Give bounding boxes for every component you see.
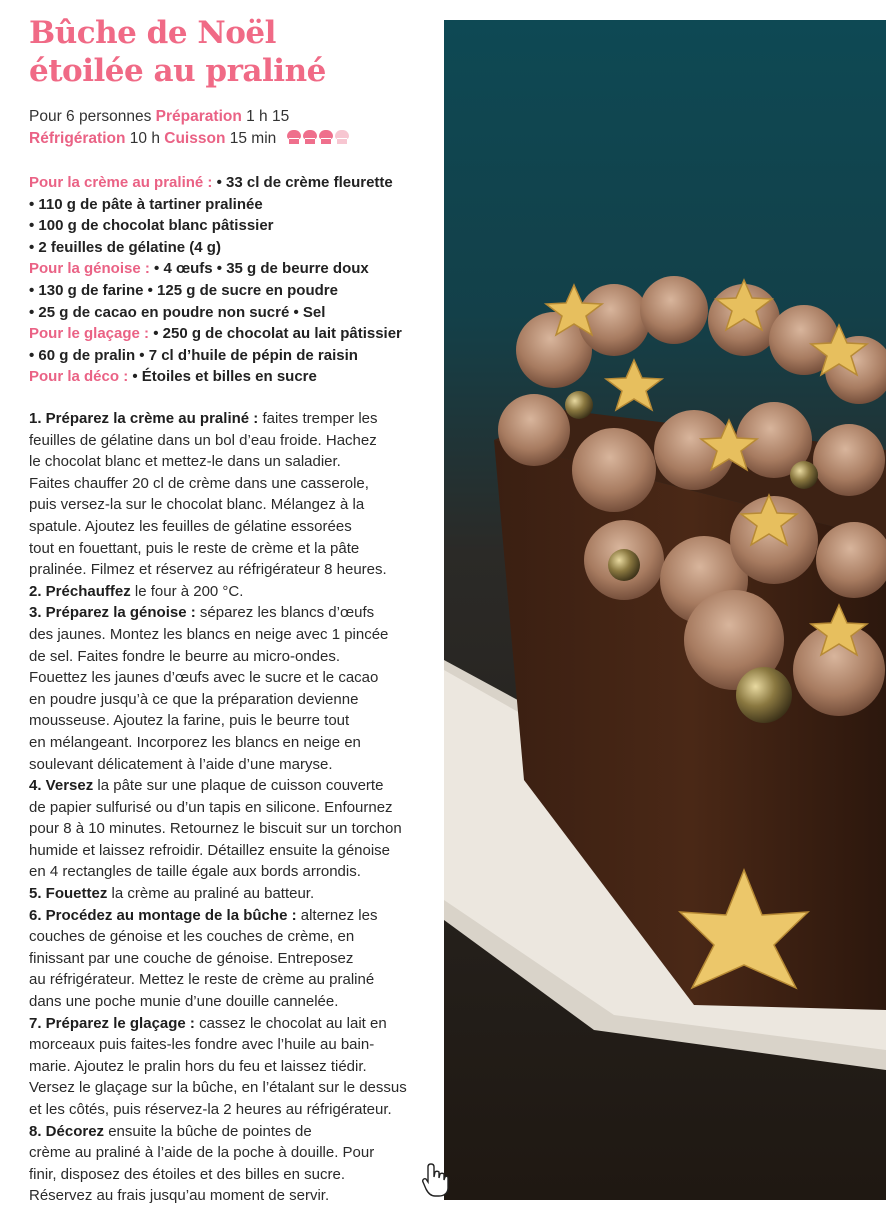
- ingredient-text: • 25 g de cacao en poudre non sucré • Sel: [29, 303, 326, 321]
- step-heading: 2. Préchauffez: [29, 582, 135, 600]
- step-heading: 7. Préparez le glaçage :: [29, 1014, 200, 1032]
- step-heading: 4. Versez: [29, 777, 98, 795]
- step-line: [29, 451, 434, 473]
- step-text: Versez le glaçage sur la bûche, en l’étalant sur le dessus: [29, 1079, 407, 1097]
- cake-photo: [444, 20, 886, 1200]
- step-line: [29, 1077, 434, 1099]
- step-text: humide et laissez refroidir. Détaillez ensuite la génoise: [29, 841, 391, 859]
- step-text: marie. Ajoutez le pralin hors du feu et laissez tiédir.: [29, 1057, 367, 1075]
- step-text: ensuite la bûche de pointes de: [108, 1122, 312, 1140]
- step-text: et les côtés, puis réservez-la 2 heures au réfrigérateur.: [29, 1101, 392, 1118]
- step-line: [29, 1121, 434, 1143]
- step-line: [29, 559, 434, 581]
- ingredient-line: [29, 172, 441, 194]
- recipe-title: [29, 14, 439, 90]
- step-text: en mélangeant. Incorporez les blancs en neige en: [29, 733, 361, 751]
- step-line: [29, 991, 434, 1013]
- step-heading: 5. Fouettez: [29, 885, 112, 903]
- ingredient-line: [29, 280, 441, 302]
- step-line: [29, 430, 434, 452]
- fridge-label: Réfrigération: [29, 130, 126, 147]
- step-line: [29, 624, 434, 646]
- ingredient-text: • 110 g de pâte à tartiner pralinée: [29, 195, 263, 213]
- step-text: dans une poche munie d’une douille cannelée.: [29, 993, 339, 1011]
- ingredient-line: [29, 323, 441, 345]
- step-text: pour 8 à 10 minutes. Retournez le biscuit sur un torchon: [29, 820, 402, 838]
- step-text: feuilles de gélatine dans un bol d’eau froide. Hachez: [29, 431, 377, 449]
- step-text: finissant par une couche de génoise. Entreposez: [29, 949, 354, 967]
- step-line: [29, 1164, 434, 1186]
- step-text: le four à 200 °C.: [134, 582, 244, 600]
- step-text: faites tremper les: [262, 410, 378, 427]
- recipe-column: [0, 0, 444, 1215]
- recipe-meta: [29, 106, 439, 150]
- prep-label: Préparation: [155, 108, 242, 125]
- step-text: pralinée. Filmez et réservez au réfrigérateur 8 heures.: [29, 561, 387, 579]
- step-line: [29, 408, 434, 430]
- step-line: [29, 494, 434, 516]
- step-line: [29, 883, 434, 905]
- ingredient-text: • 100 g de chocolat blanc pâtissier: [29, 217, 274, 235]
- step-line: [29, 602, 434, 624]
- ingredient-line: [29, 366, 441, 388]
- step-text: cassez le chocolat au lait en: [199, 1014, 387, 1032]
- chef-hat-icon: [319, 130, 333, 145]
- ingredient-text: • 250 g de chocolat au lait pâtissier: [153, 325, 402, 343]
- step-heading: 6. Procédez au montage de la bûche :: [29, 906, 301, 924]
- step-text: tout en fouettant, puis le reste de crème et la pâte: [29, 539, 360, 557]
- step-text: crème au praliné à l’aide de la poche à douille. Pour: [29, 1144, 375, 1162]
- step-text: Réservez au frais jusqu’au moment de servir.: [29, 1187, 330, 1205]
- step-line: [29, 861, 434, 883]
- step-line: [29, 646, 434, 668]
- ingredient-text: • 33 cl de crème fleurette: [216, 174, 393, 191]
- ingredient-text: • 4 œufs • 35 g de beurre doux: [154, 260, 369, 278]
- step-line: [29, 948, 434, 970]
- prep-value: 1 h 15: [246, 108, 290, 125]
- ingredient-line: [29, 237, 441, 259]
- cook-label: Cuisson: [164, 130, 226, 147]
- cook-value: 15 min: [229, 130, 277, 147]
- step-text: la crème au praliné au batteur.: [111, 885, 315, 903]
- fridge-value: 10 h: [129, 130, 160, 147]
- serves-text: Pour 6 personnes: [29, 108, 152, 125]
- step-text: des jaunes. Montez les blancs en neige avec 1 pincée: [29, 625, 389, 643]
- ingredient-section-label: Pour la crème au praliné :: [29, 174, 217, 191]
- chef-hat-icon: [287, 130, 301, 145]
- step-heading: 3. Préparez la génoise :: [29, 604, 200, 622]
- step-line: [29, 1013, 434, 1035]
- hand-pointer-icon: [422, 1162, 450, 1198]
- step-text: puis versez-la sur le chocolat blanc. Mélangez à la: [29, 496, 365, 514]
- ingredient-section-label: Pour la génoise :: [29, 260, 155, 278]
- step-line: [29, 538, 434, 560]
- step-text: morceaux puis faites-les fondre avec l’huile au bain-: [29, 1036, 375, 1054]
- ingredient-text: • 60 g de pralin • 7 cl d’huile de pépin de raisin: [29, 346, 358, 364]
- step-line: [29, 516, 434, 538]
- step-text: le chocolat blanc et mettez-le dans un saladier.: [29, 453, 341, 471]
- ingredient-line: [29, 194, 441, 216]
- chef-hat-icon: [335, 130, 349, 145]
- ingredient-section-label: Pour le glaçage :: [29, 325, 154, 343]
- step-line: [29, 1185, 434, 1207]
- step-line: [29, 473, 434, 495]
- ingredient-text: • 130 g de farine • 125 g de sucre en poudre: [29, 281, 338, 299]
- recipe-title-line-1: Bûche de Noël: [29, 15, 276, 51]
- step-line: [29, 710, 434, 732]
- step-line: [29, 581, 434, 603]
- step-text: en poudre jusqu’à ce que la préparation devienne: [29, 690, 359, 708]
- step-text: Faites chauffer 20 cl de crème dans une casserole,: [29, 474, 369, 492]
- ingredient-text: • Étoiles et billes en sucre: [132, 368, 317, 386]
- step-text: séparez les blancs d’œufs: [199, 604, 375, 622]
- ingredient-line: [29, 302, 441, 324]
- meta-line-1: [29, 106, 439, 128]
- step-line: [29, 667, 434, 689]
- step-text: soulevant délicatement à l’aide d’une maryse.: [29, 755, 333, 773]
- ingredient-line: [29, 215, 441, 237]
- step-line: [29, 775, 434, 797]
- step-line: [29, 754, 434, 776]
- step-text: de papier sulfurisé ou d’un tapis en silicone. Enfournez: [29, 798, 393, 816]
- step-text: en 4 rectangles de taille égale aux bords arrondis.: [29, 863, 361, 881]
- step-line: [29, 1142, 434, 1164]
- ingredient-text: • 2 feuilles de gélatine (4 g): [29, 238, 221, 256]
- step-line: [29, 905, 434, 927]
- step-line: [29, 818, 434, 840]
- chef-hat-icon: [303, 130, 317, 145]
- step-line: [29, 1034, 434, 1056]
- step-line: [29, 689, 434, 711]
- step-line: [29, 969, 434, 991]
- step-line: [29, 926, 434, 948]
- step-text: la pâte sur une plaque de cuisson couverte: [97, 777, 384, 795]
- step-line: [29, 1099, 434, 1121]
- ingredient-section-label: Pour la déco :: [29, 368, 133, 386]
- meta-line-2: [29, 128, 439, 150]
- step-heading: 8. Décorez: [29, 1122, 109, 1140]
- ingredient-line: [29, 345, 441, 367]
- buche-illustration: [444, 20, 886, 1200]
- step-text: finir, disposez des étoiles et des billes en sucre.: [29, 1165, 346, 1183]
- recipe-steps: [29, 408, 434, 1207]
- step-text: spatule. Ajoutez les feuilles de gélatine essorées: [29, 517, 352, 535]
- step-text: Fouettez les jaunes d’œufs avec le sucre et le cacao: [29, 669, 379, 687]
- step-text: de sel. Faites fondre le beurre au micro-ondes.: [29, 647, 340, 665]
- step-line: [29, 797, 434, 819]
- difficulty-rating: [287, 130, 349, 145]
- recipe-title-line-2: étoilée au praliné: [29, 53, 326, 89]
- step-heading: 1. Préparez la crème au praliné :: [29, 410, 263, 427]
- step-line: [29, 1056, 434, 1078]
- step-line: [29, 840, 434, 862]
- step-text: au réfrigérateur. Mettez le reste de crème au praliné: [29, 971, 375, 989]
- ingredients-list: [29, 172, 441, 388]
- step-text: mousseuse. Ajoutez la farine, puis le beurre tout: [29, 712, 350, 730]
- step-line: [29, 732, 434, 754]
- step-text: couches de génoise et les couches de crème, en: [29, 928, 355, 946]
- ingredient-line: [29, 258, 441, 280]
- step-text: alternez les: [300, 906, 378, 924]
